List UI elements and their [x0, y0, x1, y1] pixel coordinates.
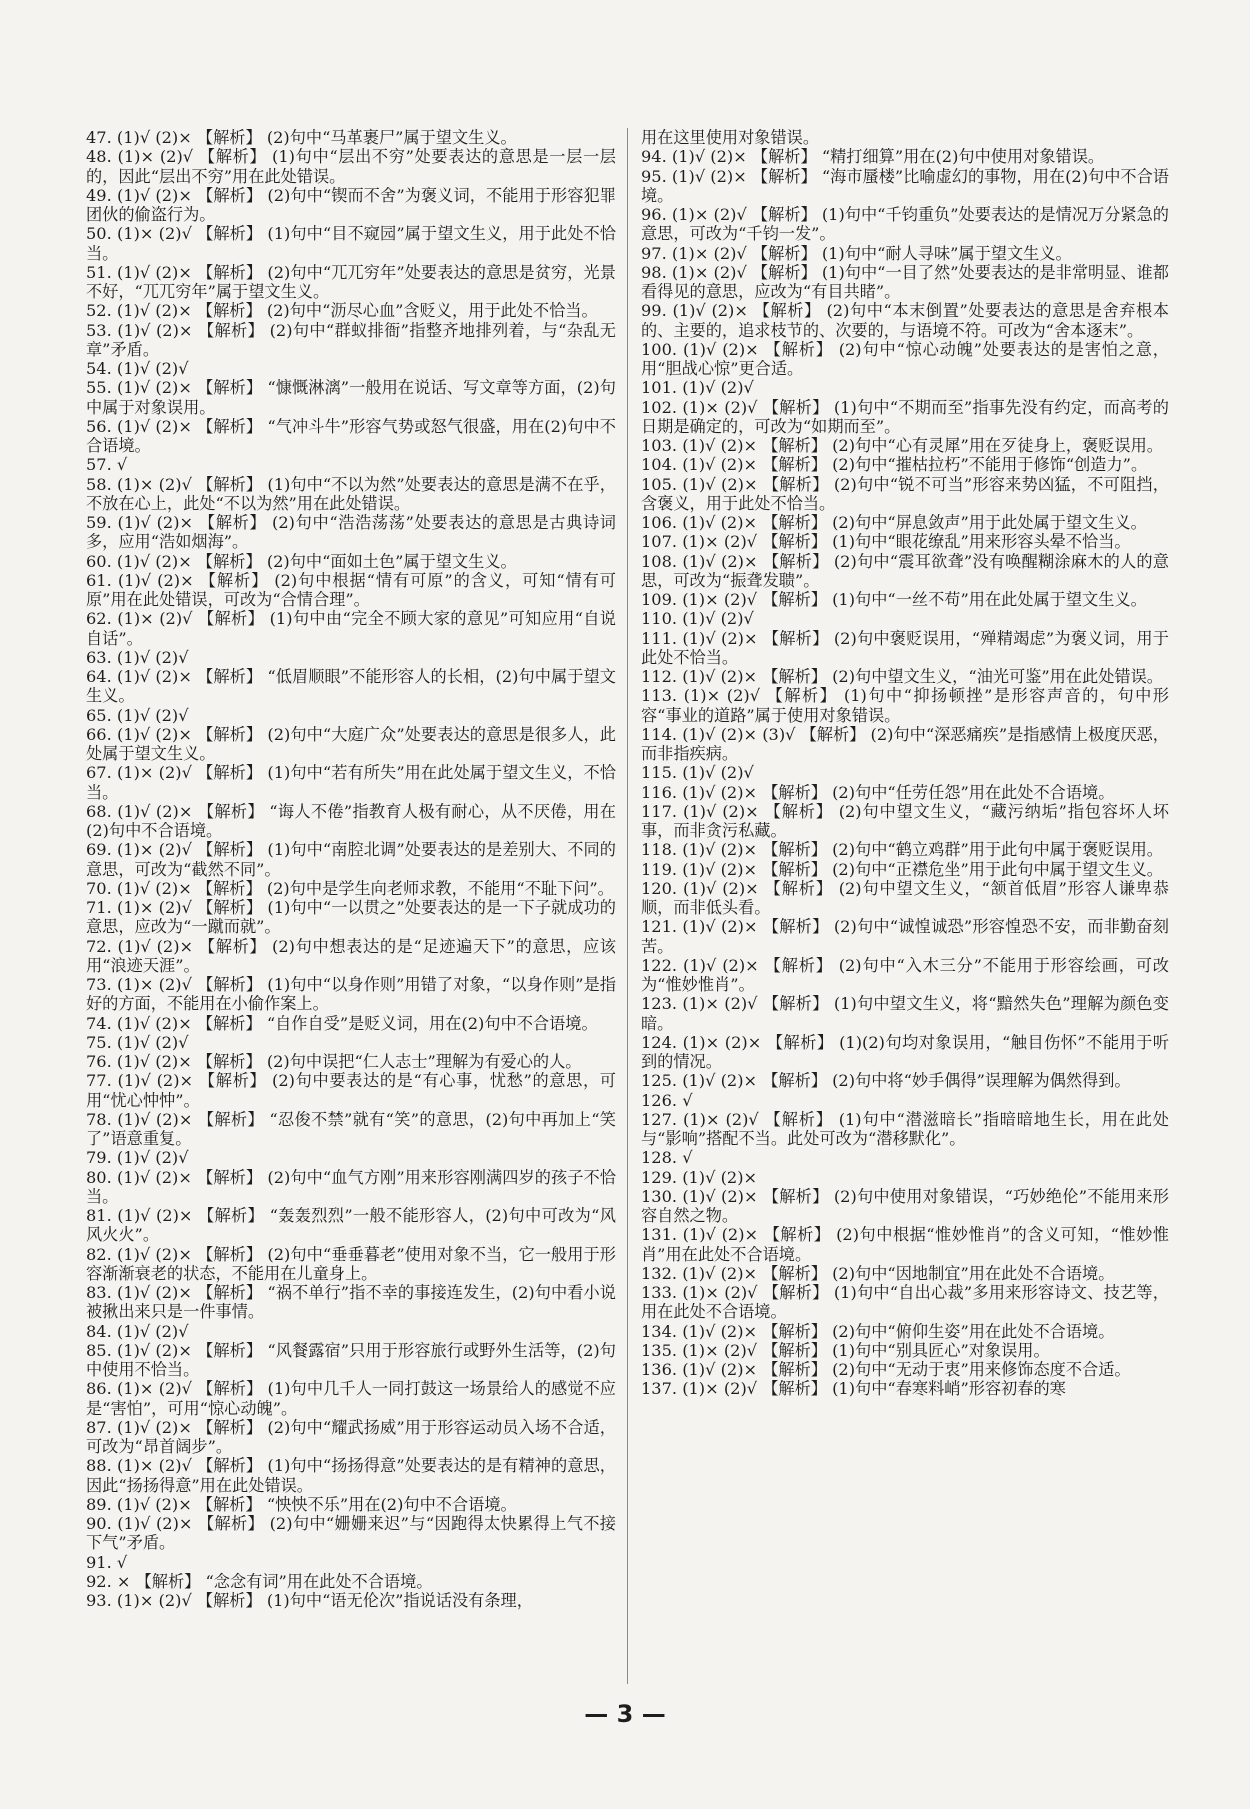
- page-number: — 3 —: [584, 1700, 666, 1728]
- answer-entry: 120. (1)√ (2)× 【解析】 (2)句中望文生义，“颔首低眉”形容人谦卑恭顺，而非低头看。: [641, 878, 1169, 917]
- answer-entry: 61. (1)√ (2)× 【解析】 (2)句中根据“情有可原”的含义，可知“情有可原”用在此处错误，可改为“合情合理”。: [86, 570, 616, 609]
- answer-entry: 76. (1)√ (2)× 【解析】 (2)句中误把“仁人志士”理解为有爱心的人。: [86, 1052, 582, 1071]
- answer-entry: 70. (1)√ (2)× 【解析】 (2)句中是学生向老师求教，不能用“不耻下问”。: [86, 878, 614, 898]
- answer-entry: 48. (1)× (2)√ 【解析】 (1)句中“层出不穷”处要表达的意思是一层一层的，因此“层出不穷”用在此处错误。: [86, 147, 616, 186]
- answer-entry: 77. (1)√ (2)× 【解析】 (2)句中要表达的是“有心事，忧愁”的意思，可用“忧心忡忡”。: [86, 1071, 616, 1110]
- answer-entry: 78. (1)√ (2)× 【解析】 “忍俊不禁”就有“笑”的意思，(2)句中再加上“笑了”语意重复。: [86, 1109, 616, 1148]
- answer-entry: 50. (1)× (2)√ 【解析】 (1)句中“目不窥园”属于望文生义，用于此处不恰当。: [86, 224, 616, 263]
- answer-entry: 74. (1)√ (2)× 【解析】 “自作自受”是贬义词，用在(2)句中不合语境。: [86, 1013, 598, 1033]
- answer-entry: 63. (1)√ (2)√: [86, 647, 189, 667]
- answer-entry: 98. (1)× (2)√ 【解析】 (1)句中“一目了然”处要表达的是非常明显、谁都看得见的意思，应改为“有目共睹”。: [641, 262, 1169, 301]
- answer-entry: 104. (1)√ (2)× 【解析】 (2)句中“摧枯拉朽”不能用于修饰“创造力”。: [641, 455, 1148, 475]
- answer-entry: 68. (1)√ (2)× 【解析】 “诲人不倦”指教育人极有耐心，从不厌倦，用在(2)句中不合语境。: [86, 801, 616, 840]
- answer-entry: 115. (1)√ (2)√: [641, 763, 754, 783]
- answer-entry: 110. (1)√ (2)√: [641, 609, 754, 629]
- answer-entry: 69. (1)× (2)√ 【解析】 (1)句中“南腔北调”处要表达的是差别大、不同的意思，可改为“截然不同”。: [86, 840, 616, 879]
- answer-entry: 53. (1)√ (2)× 【解析】 (2)句中“群蚁排衙”指整齐地排列着，与“杂乱无章”矛盾。: [86, 320, 616, 359]
- answer-entry: 100. (1)√ (2)× 【解析】 (2)句中“惊心动魄”处要表达的是害怕之意，用“胆战心惊”更合适。: [641, 339, 1169, 378]
- answer-entry: 106. (1)√ (2)× 【解析】 (2)句中“屏息敛声”用于此处属于望文生义。: [641, 513, 1147, 532]
- answer-entry: 133. (1)× (2)√ 【解析】 (1)句中“自出心裁”多用来形容诗文、技艺等，用在此处不合语境。: [641, 1283, 1169, 1322]
- answer-entry: 91. √: [86, 1552, 128, 1572]
- answer-entry: 127. (1)× (2)√ 【解析】 (1)句中“潜滋暗长”指暗暗地生长，用在此处与“影响”搭配不当。此处可改为“潜移默化”。: [641, 1109, 1169, 1148]
- answer-entry: 109. (1)× (2)√ 【解析】 (1)句中“一丝不苟”用在此处属于望文生义。: [641, 590, 1147, 609]
- answer-entry: 119. (1)√ (2)× 【解析】 (2)句中“正襟危坐”用于此句中属于望文生义。: [641, 859, 1163, 879]
- answer-entry: 65. (1)√ (2)√: [86, 705, 189, 725]
- answer-entry: 123. (1)× (2)√ 【解析】 (1)句中望文生义，将“黯然失色”理解为颜色变暗。: [641, 994, 1169, 1033]
- answer-entry: 66. (1)√ (2)× 【解析】 (2)句中“大庭广众”处要表达的意思是很多人，此处属于望文生义。: [86, 724, 616, 763]
- answer-entry: 108. (1)√ (2)× 【解析】 (2)句中“震耳欲聋”没有唤醒糊涂麻木的人的意思，可改为“振聋发聩”。: [641, 551, 1169, 590]
- answer-entry: 62. (1)× (2)√ 【解析】 (1)句中由“完全不顾大家的意见”可知应用“自说自话”。: [86, 609, 616, 648]
- answer-entry: 89. (1)√ (2)× 【解析】 “怏怏不乐”用在(2)句中不合语境。: [86, 1494, 517, 1514]
- answer-entry: 72. (1)√ (2)× 【解析】 (2)句中想表达的是“足迹遍天下”的意思，应该用“浪迹天涯”。: [86, 936, 616, 975]
- answer-entry: 58. (1)× (2)√ 【解析】 (1)句中“不以为然”处要表达的意思是满不在乎，不放在心上，此处“不以为然”用在此处错误。: [86, 474, 616, 513]
- answer-entry: 113. (1)× (2)√ 【解析】 (1)句中“抑扬顿挫”是形容声音的，句中形容“事业的道路”属于使用对象错误。: [641, 686, 1169, 725]
- answer-entry: 103. (1)√ (2)× 【解析】 (2)句中“心有灵犀”用在歹徒身上，褒贬误用。: [641, 436, 1163, 455]
- answer-entry: 126. √: [641, 1090, 693, 1110]
- answer-entry: 125. (1)√ (2)× 【解析】 (2)句中将“妙手偶得”误理解为偶然得到。: [641, 1071, 1131, 1091]
- answer-entry: 47. (1)√ (2)× 【解析】 (2)句中“马革裹尸”属于望文生义。: [86, 128, 517, 147]
- answer-entry: 134. (1)√ (2)× 【解析】 (2)句中“俯仰生姿”用在此处不合语境。: [641, 1321, 1115, 1341]
- answer-entry: 84. (1)√ (2)√: [86, 1321, 189, 1341]
- answer-entry: 85. (1)√ (2)× 【解析】 “风餐露宿”只用于形容旅行或野外生活等，(2)句中使用不恰当。: [86, 1340, 616, 1379]
- answer-entry: 80. (1)√ (2)× 【解析】 (2)句中“血气方刚”用来形容刚满四岁的孩子不恰当。: [86, 1167, 616, 1206]
- answer-entry: 124. (1)× (2)× 【解析】 (1)(2)句均对象误用，“触目伤怀”不能用于听到的情况。: [641, 1032, 1169, 1071]
- answer-entry: 111. (1)√ (2)× 【解析】 (2)句中褒贬误用，“殚精竭虑”为褒义词，用于此处不恰当。: [641, 628, 1169, 667]
- answer-entry: 60. (1)√ (2)× 【解析】 (2)句中“面如土色”属于望文生义。: [86, 551, 517, 571]
- answer-entry: 51. (1)√ (2)× 【解析】 (2)句中“兀兀穷年”处要表达的意思是贫穷，光景不好，“兀兀穷年”属于望文生义。: [86, 262, 616, 301]
- answer-entry: 52. (1)√ (2)× 【解析】 (2)句中“沥尽心血”含贬义，用于此处不恰当。: [86, 301, 598, 321]
- answer-entry: 83. (1)√ (2)× 【解析】 “祸不单行”指不幸的事接连发生，(2)句中看小说被揪出来只是一件事情。: [86, 1283, 616, 1322]
- answer-entry: 107. (1)× (2)√ 【解析】 (1)句中“眼花缭乱”用来形容头晕不恰当。: [641, 532, 1131, 552]
- answer-entry: 97. (1)× (2)√ 【解析】 (1)句中“耐人寻味”属于望文生义。: [641, 243, 1072, 263]
- answer-entry: 118. (1)√ (2)× 【解析】 (2)句中“鹤立鸡群”用于此句中属于褒贬误用。: [641, 840, 1163, 860]
- answer-entry: 54. (1)√ (2)√: [86, 359, 189, 378]
- answer-entry: 101. (1)√ (2)√: [641, 378, 754, 398]
- answer-entry: 130. (1)√ (2)× 【解析】 (2)句中使用对象错误，“巧妙绝伦”不能用来形容自然之物。: [641, 1186, 1169, 1225]
- answer-entry: 57. √: [86, 455, 128, 475]
- answer-entry: 73. (1)× (2)√ 【解析】 (1)句中“以身作则”用错了对象，“以身作则”是指好的方面，不能用在小偷作案上。: [86, 975, 616, 1014]
- answer-entry: 129. (1)√ (2)×: [641, 1167, 758, 1187]
- answer-entry: 128. √: [641, 1148, 693, 1168]
- answer-entry: 82. (1)√ (2)× 【解析】 (2)句中“垂垂暮老”使用对象不当，它一般用于形容渐渐衰老的状态，不能用在儿童身上。: [86, 1244, 616, 1283]
- answer-entry: 49. (1)√ (2)× 【解析】 (2)句中“锲而不舍”为褒义词，不能用于形容犯罪团伙的偷盗行为。: [86, 185, 616, 224]
- answer-entry: 87. (1)√ (2)× 【解析】 (2)句中“耀武扬威”用于形容运动员入场不合适，可改为“昂首阔步”。: [86, 1417, 616, 1456]
- answer-entry: 131. (1)√ (2)× 【解析】 (2)句中根据“惟妙惟肖”的含义可知，“惟妙惟肖”用在此处不合语境。: [641, 1225, 1169, 1264]
- left-answer-column: [86, 128, 616, 1610]
- answer-entry: 90. (1)√ (2)× 【解析】 (2)句中“姗姗来迟”与“因跑得太快累得上气不接下气”矛盾。: [86, 1514, 616, 1553]
- answer-entry: 92. × 【解析】 “念念有词”用在此处不合语境。: [86, 1571, 433, 1591]
- answer-entry: 116. (1)√ (2)× 【解析】 (2)句中“任劳任怨”用在此处不合语境。: [641, 782, 1115, 802]
- answer-entry: 117. (1)√ (2)× 【解析】 (2)句中望文生义，“藏污纳垢”指包容坏人坏事，而非贪污私藏。: [641, 801, 1169, 840]
- answer-entry: 59. (1)√ (2)× 【解析】 (2)句中“浩浩荡荡”处要表达的意思是古典诗词多，应用“浩如烟海”。: [86, 513, 616, 552]
- answer-entry: 71. (1)× (2)√ 【解析】 (1)句中“一以贯之”处要表达的是一下子就成功的意思，应改为“一蹴而就”。: [86, 898, 616, 937]
- answer-entry: 132. (1)√ (2)× 【解析】 (2)句中“因地制宜”用在此处不合语境。: [641, 1263, 1115, 1283]
- answer-entry: 102. (1)× (2)√ 【解析】 (1)句中“不期而至”指事先没有约定，而高考的日期是确定的，可改为“如期而至”。: [641, 397, 1169, 436]
- answer-entry: 81. (1)√ (2)× 【解析】 “轰轰烈烈”一般不能形容人，(2)句中可改为“风风火火”。: [86, 1206, 616, 1245]
- answer-entry: 64. (1)√ (2)× 【解析】 “低眉顺眼”不能形容人的长相，(2)句中属于望文生义。: [86, 667, 616, 706]
- answer-entry: 93. (1)× (2)√ 【解析】 (1)句中“语无伦次”指说话没有条理，: [86, 1591, 533, 1610]
- answer-entry: 94. (1)√ (2)× 【解析】 “精打细算”用在(2)句中使用对象错误。: [641, 147, 1105, 167]
- answer-entry: 121. (1)√ (2)× 【解析】 (2)句中“诚惶诚恐”形容惶恐不安，而非勤奋刻苦。: [641, 917, 1169, 956]
- answer-entry: 67. (1)× (2)√ 【解析】 (1)句中“若有所失”用在此处属于望文生义，不恰当。: [86, 763, 616, 802]
- answer-entry: 95. (1)√ (2)× 【解析】 “海市蜃楼”比喻虚幻的事物，用在(2)句中不合语境。: [641, 166, 1169, 205]
- answer-entry: 114. (1)√ (2)× (3)√ 【解析】 (2)句中“深恶痛疾”是指感情上极度厌恶，而非指疾病。: [641, 724, 1169, 763]
- answer-entry: 137. (1)× (2)√ 【解析】 (1)句中“春寒料峭”形容初春的寒: [641, 1379, 1066, 1399]
- answer-entry: 56. (1)√ (2)× 【解析】 “气冲斗牛”形容气势或怒气很盛，用在(2)句中不合语境。: [86, 416, 616, 455]
- answer-entry: 105. (1)√ (2)× 【解析】 (2)句中“锐不可当”形容来势凶猛，不可阻挡，含褒义，用于此处不恰当。: [641, 474, 1169, 513]
- answer-entry: 86. (1)× (2)√ 【解析】 (1)句中几千人一同打鼓这一场景给人的感觉不应是“害怕”，可用“惊心动魄”。: [86, 1379, 616, 1418]
- answer-entry: 79. (1)√ (2)√: [86, 1148, 189, 1168]
- answer-entry: 96. (1)× (2)√ 【解析】 (1)句中“千钧重负”处要表达的是情况万分紧急的意思，可改为“千钧一发”。: [641, 205, 1169, 244]
- answer-entry: 136. (1)√ (2)× 【解析】 (2)句中“无动于衷”用来修饰态度不合适。: [641, 1360, 1131, 1379]
- column-divider: [627, 128, 628, 1684]
- answer-entry: 55. (1)√ (2)× 【解析】 “慷慨淋漓”一般用在说话、写文章等方面，(2)句中属于对象误用。: [86, 378, 616, 417]
- answer-entry: 88. (1)× (2)√ 【解析】 (1)句中“扬扬得意”处要表达的是有精神的意思，因此“扬扬得意”用在此处错误。: [86, 1456, 616, 1495]
- answer-entry: 122. (1)√ (2)× 【解析】 (2)句中“入木三分”不能用于形容绘画，可改为“惟妙惟肖”。: [641, 955, 1169, 994]
- answer-entry: 用在这里使用对象错误。: [641, 128, 820, 147]
- right-answer-column: [641, 128, 1169, 1399]
- answer-entry: 99. (1)√ (2)× 【解析】 (2)句中“本末倒置”处要表达的意思是舍弃根本的、主要的，追求枝节的、次要的，与语境不符。可改为“舍本逐末”。: [641, 301, 1169, 340]
- answer-entry: 75. (1)√ (2)√: [86, 1032, 189, 1052]
- answer-entry: 135. (1)× (2)√ 【解析】 (1)句中“别具匠心”对象误用。: [641, 1340, 1050, 1360]
- answer-entry: 112. (1)√ (2)× 【解析】 (2)句中望文生义，“油光可鉴”用在此处错误。: [641, 667, 1163, 686]
